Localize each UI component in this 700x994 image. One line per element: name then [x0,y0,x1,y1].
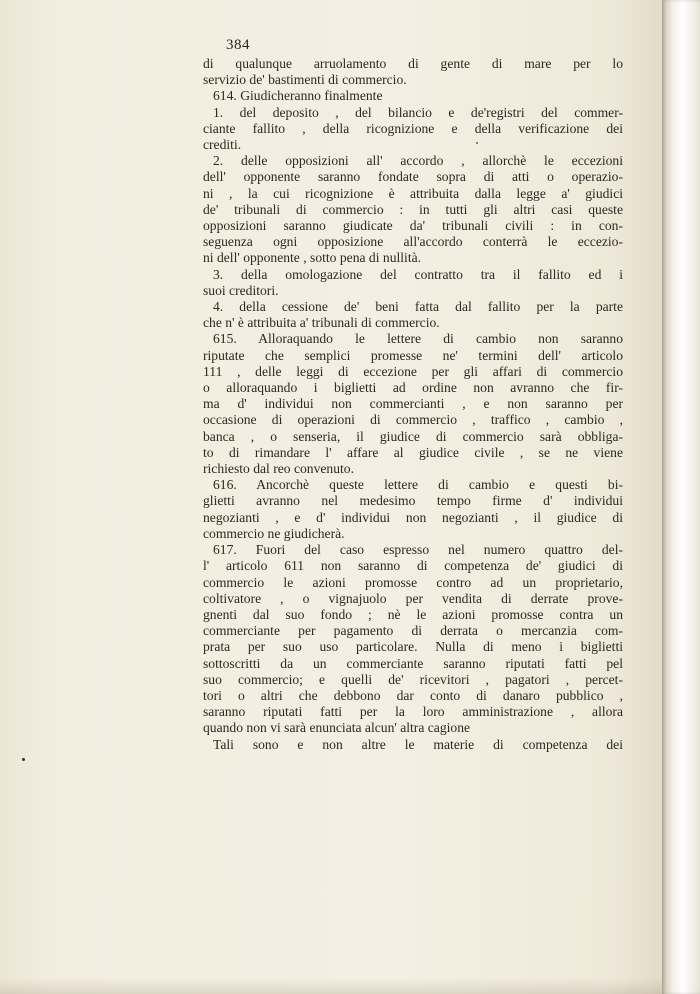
text-line: saranno riputati fatti per la loro amministrazione , allora [203,704,623,720]
text-line: opposizioni saranno giudicate da' tribunali civili : in con- [203,218,623,234]
text-line: gnenti dal suo fondo ; nè le azioni promosse contra un [203,606,623,622]
ink-speck [22,758,25,761]
text-line: negozianti , e d' individui non negozianti , il giudice di [203,509,623,525]
text-line: 2. delle opposizioni all' accordo , allorchè le eccezioni [213,153,623,169]
text-line: 111 , delle leggi di eccezione per gli affari di commercio [203,363,623,379]
page-bottom-edge [0,978,662,994]
text-line: 614. Giudicheranno finalmente [213,88,383,104]
text-line: 3. della omologazione del contratto tra il fallito ed i [213,266,623,282]
text-line: quando non vi sarà enunciata alcun' altra cagione [203,720,471,736]
text-line: che n' è attribuita a' tribunali di commercio. [203,315,440,331]
text-line: o alloraquando i biglietti ad ordine non avranno che fir- [203,380,623,396]
book-spine-edge [662,0,700,994]
text-line: prata per suo uso particolare. Nulla di meno i biglietti [203,639,623,655]
text-line: seguenza ogni opposizione all'accordo conterrà le eccezio- [203,234,623,250]
text-line: di qualunque arruolamento di gente di mare per lo [203,56,623,71]
text-line: de' tribunali di commercio : in tutti gli altri casi queste [203,201,623,217]
text-line: richiesto dal reo convenuto. [203,461,354,477]
text-line: sottoscritti da un commerciante saranno riputati fatti pel [203,655,623,671]
text-line: suo commercio; e quelli de' ricevitori , pagatori , percet- [203,671,623,687]
text-line: servizio de' bastimenti di commercio. [203,72,407,88]
text-line: suoi creditori. [203,282,279,298]
text-line: occasione di operazioni di commercio , traffico , cambio , [203,412,623,428]
text-line: commercio ne giudicherà. [203,525,345,541]
text-line: 616. Ancorchè queste lettere di cambio e questi bi- [213,477,623,493]
text-line: 4. della cessione de' beni fatta dal fallito per la parte [213,299,623,315]
text-line: coltivatore , o vignajuolo per vendita di derrate prove- [203,590,623,606]
text-line: to di rimandare l' affare al giudice civile , se ne viene [203,444,623,460]
text-line: l' articolo 611 non saranno di competenza de' giudici di [203,558,623,574]
text-line: commercio le azioni promosse contro ad un proprietario, [203,574,623,590]
text-line: crediti. [203,137,242,153]
text-line: Tali sono e non altre le materie di competenza dei [213,736,623,752]
text-line: ma d' individui non commercianti , e non saranno per [203,396,623,412]
text-line: commerciante per pagamento di derrata o mercanzia com- [203,623,623,639]
text-line: ciante fallito , della ricognizione e della verificazione dei [203,120,623,136]
text-line: 1. del deposito , del bilancio e de'registri del commer- [213,104,623,120]
text-line: 617. Fuori del caso espresso nel numero quattro del- [213,542,623,558]
text-line: ni , la cui ricognizione è attribuita dalla legge a' giudici [203,185,623,201]
text-line: banca , o senseria, il giudice di commercio sarà obbliga- [203,428,623,444]
text-line: tori o altri che debbono dar conto di danaro pubblico , [203,687,623,703]
page-number: 384 [226,37,250,53]
text-line: 615. Alloraquando le lettere di cambio non saranno [213,331,623,347]
text-line: riputate che semplici promesse ne' termini dell' articolo [203,347,623,363]
text-line: ni dell' opponente , sotto pena di nullità. [203,250,422,266]
ink-speck [476,142,478,144]
text-line: glietti avranno nel medesimo tempo firme d' individui [203,493,623,509]
text-line: dell' opponente saranno fondate sopra di atti o operazio- [203,169,623,185]
page-body-text [203,56,623,753]
